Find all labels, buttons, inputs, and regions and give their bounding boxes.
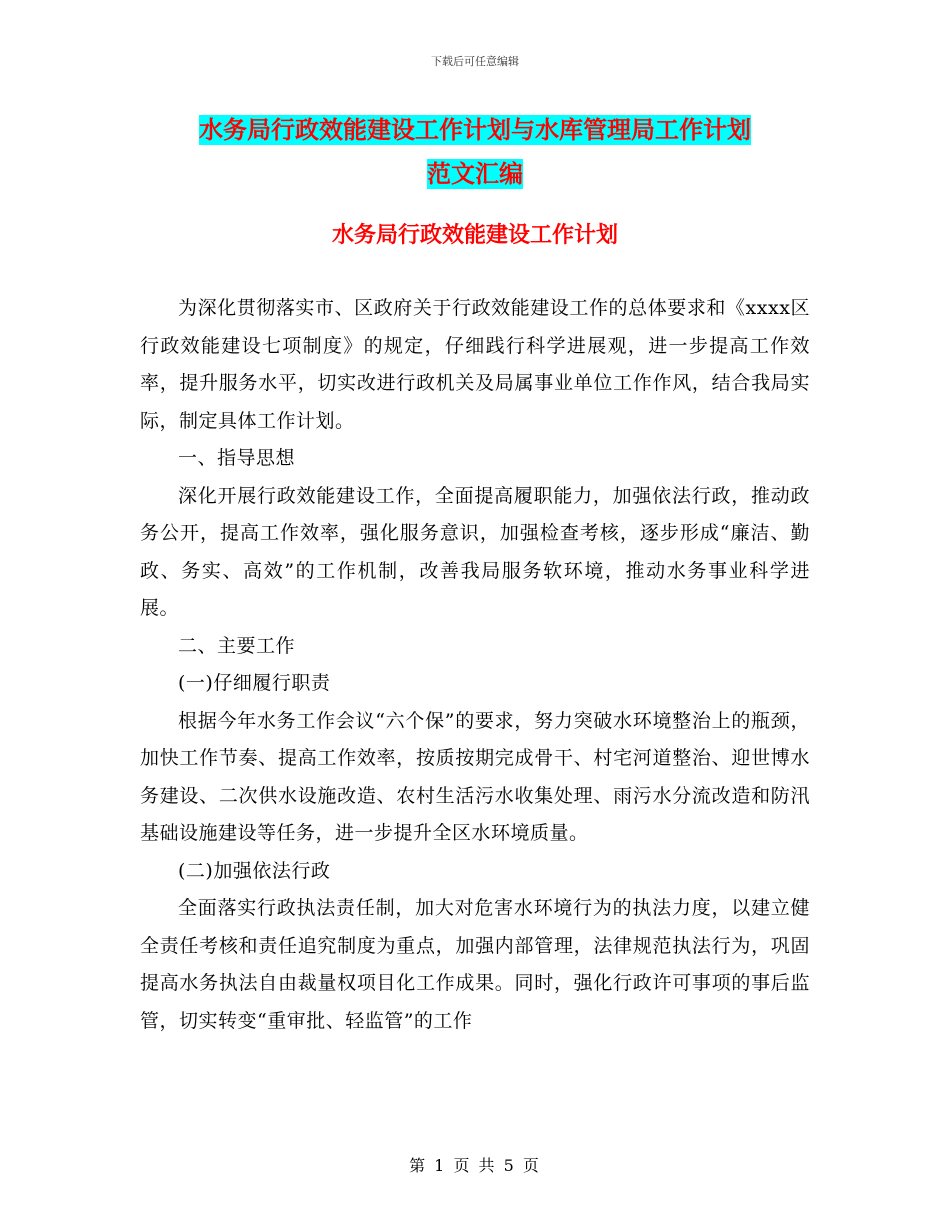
header-note: 下载后可任意编辑 (431, 55, 519, 68)
document-body (140, 290, 810, 1040)
page-number: 第 1 页 共 5 页 (409, 1156, 541, 1175)
document-title-line-2 (140, 152, 810, 196)
document-title-text-1: 水务局行政效能建设工作计划与水库管理局工作计划 (199, 116, 751, 144)
heading-main-work: 二、主要工作 (178, 634, 296, 657)
section-title: 水务局行政效能建设工作计划 (331, 223, 618, 248)
paragraph: 为深化贯彻落实市、区政府关于行政效能建设工作的总体要求和《xxxx区行政效能建设七项制度》的规定，仔细践行科学进展观，进一步提高工作效率，提升服务水平，切实改进行政机关及局属事业单位工作作风，结合我局实际，制定具体工作计划。 (140, 297, 810, 432)
subheading-law: (二)加强依法行政 (178, 859, 331, 882)
paragraph: 深化开展行政效能建设工作，全面提高履职能力，加强依法行政，推动政务公开，提高工作效率，强化服务意识，加强检查考核，逐步形成“廉洁、勤政、务实、高效”的工作机制，改善我局服务软环境，推动水务事业科学进展。 (140, 484, 810, 619)
document-title-line-1 (140, 108, 810, 152)
paragraph: 根据今年水务工作会议“六个保”的要求，努力突破水环境整治上的瓶颈，加快工作节奏、提高工作效率，按质按期完成骨干、村宅河道整治、迎世博水务建设、二次供水设施改造、农村生活污水收集处理、雨污水分流改造和防汛基础设施建设等任务，进一步提升全区水环境质量。 (140, 709, 810, 844)
document-title-text-2: 范文汇编 (427, 160, 523, 188)
heading-guiding-thought: 一、指导思想 (178, 447, 296, 469)
paragraph: 全面落实行政执法责任制，加大对危害水环境行为的执法力度，以建立健全责任考核和责任追究制度为重点，加强内部管理，法律规范执法行为，巩固提高水务执法自由裁量权项目化工作成果。同时，强化行政许可事项的事后监管，切实转变“重审批、轻监管”的工作 (140, 897, 810, 1032)
subheading-duties: (一)仔细履行职责 (178, 672, 331, 694)
